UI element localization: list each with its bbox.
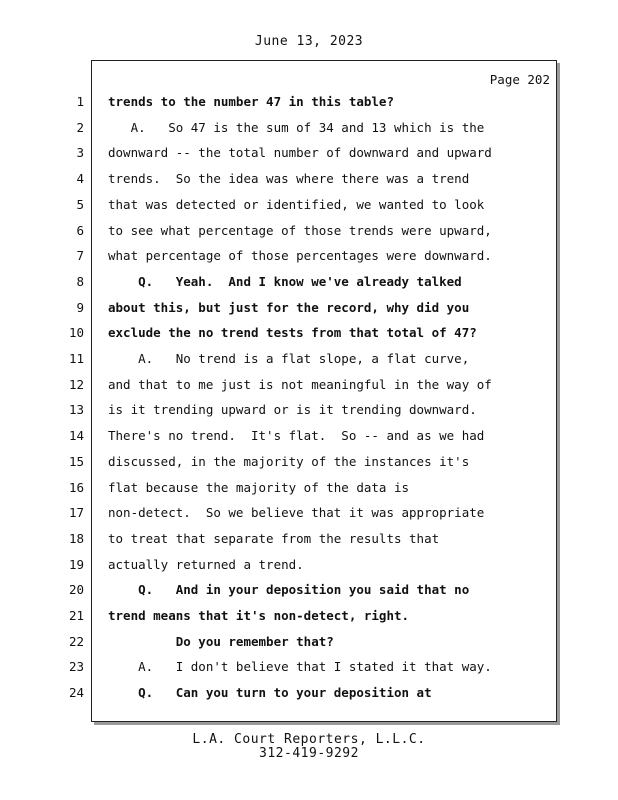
transcript-line bbox=[0, 377, 618, 397]
footer bbox=[0, 733, 618, 761]
transcript-line bbox=[0, 171, 618, 191]
transcript-line bbox=[0, 428, 618, 448]
line-number: 11 bbox=[68, 351, 84, 366]
line-text: A. So 47 is the sum of 34 and 13 which is the bbox=[108, 119, 485, 135]
line-text: trend means that it's non-detect, right. bbox=[108, 608, 410, 623]
line-number: 7 bbox=[76, 248, 84, 264]
line-number: 3 bbox=[76, 145, 84, 161]
transcript-line bbox=[0, 659, 618, 679]
transcript-line bbox=[0, 325, 618, 345]
line-text: to see what percentage of those trends were upward, bbox=[108, 222, 492, 238]
transcript-line bbox=[0, 634, 618, 654]
line-number: 5 bbox=[76, 196, 84, 212]
line-text: Q. And in your deposition you said that no bbox=[108, 582, 470, 598]
reporter-phone: 312-419-9292 bbox=[259, 746, 359, 761]
line-text: flat because the majority of the data is bbox=[108, 479, 410, 495]
transcript-line bbox=[0, 351, 618, 371]
line-number: 12 bbox=[68, 376, 84, 392]
line-text: trends to the number 47 in this table? bbox=[108, 94, 394, 109]
transcript-line bbox=[0, 197, 618, 217]
transcript-line bbox=[0, 454, 618, 474]
line-number: 4 bbox=[76, 171, 84, 187]
transcript-line bbox=[0, 531, 618, 551]
line-number: 13 bbox=[68, 402, 84, 418]
line-number: 21 bbox=[68, 608, 84, 623]
line-number: 14 bbox=[68, 428, 84, 444]
line-text: A. No trend is a flat slope, a flat curve, bbox=[108, 351, 470, 366]
transcript-line bbox=[0, 223, 618, 243]
line-text: to treat that separate from the results that bbox=[108, 530, 440, 546]
line-text: non-detect. So we believe that it was appropriate bbox=[108, 505, 485, 521]
line-number: 15 bbox=[68, 453, 84, 469]
transcript-date: June 13, 2023 bbox=[254, 34, 364, 49]
line-text: Q. Yeah. And I know we've already talked bbox=[108, 273, 462, 289]
transcript-line bbox=[0, 300, 618, 320]
transcript-line bbox=[0, 557, 618, 577]
line-number: 22 bbox=[68, 633, 84, 649]
line-number: 10 bbox=[68, 325, 84, 341]
line-number: 1 bbox=[76, 94, 84, 109]
line-number: 23 bbox=[68, 659, 84, 675]
transcript-line bbox=[0, 480, 618, 500]
line-text: trends. So the idea was where there was a trend bbox=[108, 171, 470, 187]
line-text: about this, but just for the record, why did you bbox=[108, 299, 470, 315]
line-number: 24 bbox=[68, 685, 84, 701]
line-number: 2 bbox=[76, 119, 84, 135]
line-text: downward -- the total number of downward and upward bbox=[108, 145, 492, 161]
line-number: 8 bbox=[76, 273, 84, 289]
line-text: A. I don't believe that I stated it that way. bbox=[108, 659, 492, 675]
line-number: 20 bbox=[68, 582, 84, 598]
line-number: 6 bbox=[76, 222, 84, 238]
transcript-line bbox=[0, 685, 618, 705]
line-number: 18 bbox=[68, 530, 84, 546]
line-number: 9 bbox=[76, 299, 84, 315]
line-text: Q. Can you turn to your deposition at bbox=[108, 685, 432, 701]
line-text: There's no trend. It's flat. So -- and as we had bbox=[108, 428, 485, 444]
reporter-company: L.A. Court Reporters, L.L.C. bbox=[192, 732, 426, 747]
transcript-line bbox=[0, 120, 618, 140]
line-text: exclude the no trend tests from that total of 47? bbox=[108, 325, 477, 341]
transcript-line bbox=[0, 274, 618, 294]
line-text: actually returned a trend. bbox=[108, 556, 304, 572]
transcript-line bbox=[0, 582, 618, 602]
line-text: what percentage of those percentages were downward. bbox=[108, 248, 492, 264]
line-text: and that to me just is not meaningful in the way of bbox=[108, 376, 492, 392]
line-text: discussed, in the majority of the instances it's bbox=[108, 453, 470, 469]
transcript-line bbox=[0, 608, 618, 628]
transcript-line bbox=[0, 248, 618, 268]
line-text: Do you remember that? bbox=[108, 633, 334, 649]
transcript-line bbox=[0, 145, 618, 165]
page-number: Page 202 bbox=[489, 72, 550, 87]
line-text: is it trending upward or is it trending downward. bbox=[108, 402, 477, 418]
line-text: that was detected or identified, we wanted to look bbox=[108, 196, 485, 212]
line-number: 16 bbox=[68, 479, 84, 495]
line-number: 19 bbox=[68, 556, 84, 572]
transcript-line bbox=[0, 402, 618, 422]
transcript-line bbox=[0, 505, 618, 525]
line-number: 17 bbox=[68, 505, 84, 521]
transcript-line bbox=[0, 94, 618, 114]
